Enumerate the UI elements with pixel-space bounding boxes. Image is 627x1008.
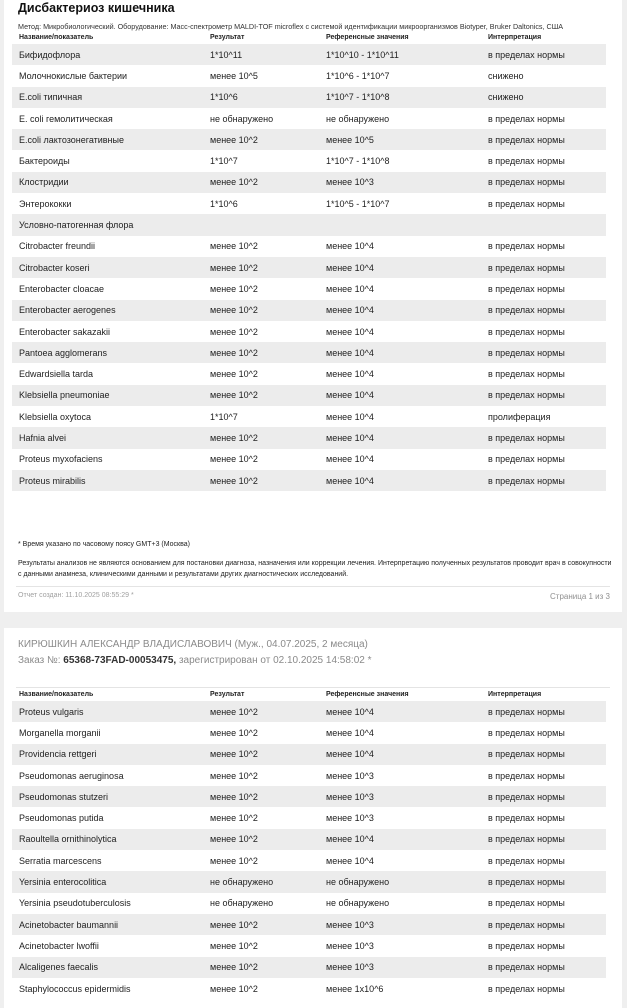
cell-result: менее 10^2 xyxy=(203,935,319,956)
table-row xyxy=(12,278,606,299)
cell-name: E.coli типичная xyxy=(12,87,203,108)
cell-reference: не обнаружено xyxy=(319,871,481,892)
cell-name: Условно-патогенная флора xyxy=(12,214,203,235)
cell-result: менее 10^2 xyxy=(203,257,319,278)
order-registered: зарегистрирован от 02.10.2025 14:58:02 * xyxy=(176,655,372,666)
cell-result: менее 10^2 xyxy=(203,342,319,363)
cell-name: Edwardsiella tarda xyxy=(12,363,203,384)
cell-interpretation: в пределах нормы xyxy=(481,385,606,406)
cell-result: менее 10^5 xyxy=(203,65,319,86)
cell-reference xyxy=(319,214,481,235)
column-header-interpretation: Интерпретация xyxy=(488,34,542,41)
cell-interpretation: в пределах нормы xyxy=(481,786,606,807)
cell-interpretation: в пределах нормы xyxy=(481,765,606,786)
cell-result: менее 10^2 xyxy=(203,449,319,470)
method-description: Метод: Микробиологический. Оборудование: Масс-спектрометр MALDI-TOF microflex с системой идентификации микроорганизмов Biotyper, Bruker Daltonics, США xyxy=(18,22,564,31)
cell-reference: менее 10^3 xyxy=(319,914,481,935)
cell-result: 1*10^7 xyxy=(203,150,319,171)
cell-name: Pseudomonas aeruginosa xyxy=(12,765,203,786)
column-header-result: Результат xyxy=(210,34,245,41)
cell-name: Hafnia alvei xyxy=(12,427,203,448)
cell-interpretation xyxy=(481,214,606,235)
table-row xyxy=(12,385,606,406)
cell-name: E. coli гемолитическая xyxy=(12,108,203,129)
cell-result: менее 10^2 xyxy=(203,470,319,491)
table-row xyxy=(12,893,606,914)
cell-reference: 1*10^10 - 1*10^11 xyxy=(319,44,481,65)
table-row xyxy=(12,150,606,171)
table-row xyxy=(12,850,606,871)
cell-name: Клостридии xyxy=(12,172,203,193)
column-header-interpretation: Интерпретация xyxy=(488,691,542,698)
table-row xyxy=(12,108,606,129)
table-body xyxy=(12,701,606,999)
cell-interpretation: в пределах нормы xyxy=(481,150,606,171)
cell-result: менее 10^2 xyxy=(203,278,319,299)
table-row xyxy=(12,722,606,743)
cell-reference: менее 1x10^6 xyxy=(319,978,481,999)
cell-result: 1*10^11 xyxy=(203,44,319,65)
cell-interpretation: пролиферация xyxy=(481,406,606,427)
order-info xyxy=(18,655,372,666)
table-row xyxy=(12,406,606,427)
table-row xyxy=(12,214,606,235)
cell-interpretation: в пределах нормы xyxy=(481,363,606,384)
patient-info: КИРЮШКИН АЛЕКСАНДР ВЛАДИСЛАВОВИЧ (Муж., 04.07.2025, 2 месяца) xyxy=(18,639,368,650)
results-table-page-2 xyxy=(12,688,606,999)
cell-name: Klebsiella oxytoca xyxy=(12,406,203,427)
cell-reference: менее 10^3 xyxy=(319,765,481,786)
cell-reference: менее 10^4 xyxy=(319,278,481,299)
column-header-reference: Референсные значения xyxy=(326,691,409,698)
column-header-reference: Референсные значения xyxy=(326,34,409,41)
results-table-page-1 xyxy=(12,31,606,491)
cell-result: менее 10^2 xyxy=(203,236,319,257)
order-label: Заказ №: xyxy=(18,655,64,666)
cell-interpretation: в пределах нормы xyxy=(481,193,606,214)
cell-reference: 1*10^5 - 1*10^7 xyxy=(319,193,481,214)
cell-result: менее 10^2 xyxy=(203,385,319,406)
cell-interpretation: снижено xyxy=(481,87,606,108)
cell-name: Staphylococcus epidermidis xyxy=(12,978,203,999)
cell-reference: менее 10^4 xyxy=(319,385,481,406)
cell-result: менее 10^2 xyxy=(203,722,319,743)
cell-reference: менее 10^4 xyxy=(319,850,481,871)
disclaimer-text: Результаты анализов не являются основанием для постановки диагноза, назначения или коррекции лечения. Интерпретацию полученных результатов проводит врач в совокупности с данными анамнеза, клиническими данными и результатами других диагностических исследований. xyxy=(18,560,612,578)
table-header-row xyxy=(12,688,606,701)
cell-interpretation: в пределах нормы xyxy=(481,427,606,448)
cell-reference: менее 10^5 xyxy=(319,129,481,150)
cell-name: Citrobacter freundii xyxy=(12,236,203,257)
order-number: 65368-73FAD-00053475, xyxy=(63,655,177,666)
table-row xyxy=(12,701,606,722)
cell-reference: менее 10^3 xyxy=(319,807,481,828)
cell-result: менее 10^2 xyxy=(203,363,319,384)
cell-name: Klebsiella pneumoniae xyxy=(12,385,203,406)
cell-interpretation: в пределах нормы xyxy=(481,342,606,363)
cell-interpretation: в пределах нормы xyxy=(481,321,606,342)
cell-interpretation: в пределах нормы xyxy=(481,108,606,129)
cell-reference: менее 10^4 xyxy=(319,701,481,722)
cell-interpretation: в пределах нормы xyxy=(481,44,606,65)
table-row xyxy=(12,363,606,384)
cell-name: Serratia marcescens xyxy=(12,850,203,871)
table-row xyxy=(12,914,606,935)
cell-name: Providencia rettgeri xyxy=(12,744,203,765)
cell-name: Acinetobacter baumannii xyxy=(12,914,203,935)
table-row xyxy=(12,300,606,321)
cell-reference: не обнаружено xyxy=(319,893,481,914)
cell-result: менее 10^2 xyxy=(203,957,319,978)
table-row xyxy=(12,321,606,342)
table-row xyxy=(12,257,606,278)
cell-name: Proteus myxofaciens xyxy=(12,449,203,470)
cell-reference: менее 10^4 xyxy=(319,449,481,470)
cell-interpretation: в пределах нормы xyxy=(481,850,606,871)
cell-name: Morganella morganii xyxy=(12,722,203,743)
table-row xyxy=(12,193,606,214)
table-row xyxy=(12,129,606,150)
cell-name: Yersinia enterocolitica xyxy=(12,871,203,892)
cell-name: Yersinia pseudotuberculosis xyxy=(12,893,203,914)
cell-result: менее 10^2 xyxy=(203,850,319,871)
table-row xyxy=(12,65,606,86)
cell-reference: 1*10^7 - 1*10^8 xyxy=(319,150,481,171)
report-created-timestamp: Отчет создан: 11.10.2025 08:55:29 * xyxy=(18,592,134,599)
cell-interpretation: в пределах нормы xyxy=(481,449,606,470)
table-row xyxy=(12,744,606,765)
cell-interpretation: в пределах нормы xyxy=(481,978,606,999)
cell-interpretation: в пределах нормы xyxy=(481,129,606,150)
cell-reference: менее 10^3 xyxy=(319,172,481,193)
cell-result: менее 10^2 xyxy=(203,807,319,828)
cell-name: Молочнокислые бактерии xyxy=(12,65,203,86)
cell-interpretation: в пределах нормы xyxy=(481,278,606,299)
table-row xyxy=(12,172,606,193)
table-row xyxy=(12,871,606,892)
cell-reference: менее 10^3 xyxy=(319,957,481,978)
cell-result xyxy=(203,214,319,235)
cell-reference: 1*10^6 - 1*10^7 xyxy=(319,65,481,86)
page-number: Страница 1 из 3 xyxy=(550,592,610,601)
cell-reference: менее 10^4 xyxy=(319,744,481,765)
cell-reference: менее 10^4 xyxy=(319,722,481,743)
column-header-name: Название/показатель xyxy=(19,691,94,698)
cell-result: менее 10^2 xyxy=(203,701,319,722)
cell-result: менее 10^2 xyxy=(203,765,319,786)
cell-interpretation: снижено xyxy=(481,65,606,86)
table-row xyxy=(12,829,606,850)
cell-reference: менее 10^4 xyxy=(319,257,481,278)
table-row xyxy=(12,427,606,448)
cell-result: менее 10^2 xyxy=(203,321,319,342)
table-body xyxy=(12,44,606,491)
cell-interpretation: в пределах нормы xyxy=(481,957,606,978)
cell-reference: менее 10^3 xyxy=(319,786,481,807)
cell-name: Энтерококки xyxy=(12,193,203,214)
cell-interpretation: в пределах нормы xyxy=(481,300,606,321)
timezone-footnote: * Время указано по часовому поясу GMT+3 (Москва) xyxy=(18,541,190,548)
cell-result: 1*10^6 xyxy=(203,193,319,214)
cell-reference: менее 10^3 xyxy=(319,935,481,956)
cell-interpretation: в пределах нормы xyxy=(481,893,606,914)
cell-result: менее 10^2 xyxy=(203,129,319,150)
cell-name: Raoultella ornithinolytica xyxy=(12,829,203,850)
cell-interpretation: в пределах нормы xyxy=(481,914,606,935)
cell-reference: менее 10^4 xyxy=(319,829,481,850)
table-row xyxy=(12,87,606,108)
cell-name: Proteus vulgaris xyxy=(12,701,203,722)
cell-result: менее 10^2 xyxy=(203,300,319,321)
table-row xyxy=(12,935,606,956)
cell-name: Alcaligenes faecalis xyxy=(12,957,203,978)
cell-result: менее 10^2 xyxy=(203,914,319,935)
table-row xyxy=(12,765,606,786)
cell-result: менее 10^2 xyxy=(203,786,319,807)
cell-result: менее 10^2 xyxy=(203,427,319,448)
cell-name: Enterobacter sakazakii xyxy=(12,321,203,342)
cell-reference: 1*10^7 - 1*10^8 xyxy=(319,87,481,108)
cell-reference: менее 10^4 xyxy=(319,470,481,491)
cell-name: Citrobacter koseri xyxy=(12,257,203,278)
cell-interpretation: в пределах нормы xyxy=(481,470,606,491)
cell-interpretation: в пределах нормы xyxy=(481,722,606,743)
cell-interpretation: в пределах нормы xyxy=(481,744,606,765)
cell-interpretation: в пределах нормы xyxy=(481,829,606,850)
cell-reference: менее 10^4 xyxy=(319,427,481,448)
cell-interpretation: в пределах нормы xyxy=(481,807,606,828)
cell-result: менее 10^2 xyxy=(203,744,319,765)
table-row xyxy=(12,449,606,470)
cell-result: не обнаружено xyxy=(203,893,319,914)
cell-reference: менее 10^4 xyxy=(319,342,481,363)
table-row xyxy=(12,470,606,491)
cell-reference: не обнаружено xyxy=(319,108,481,129)
footer-divider xyxy=(16,586,610,587)
cell-reference: менее 10^4 xyxy=(319,406,481,427)
cell-reference: менее 10^4 xyxy=(319,321,481,342)
cell-reference: менее 10^4 xyxy=(319,363,481,384)
cell-result: не обнаружено xyxy=(203,108,319,129)
cell-name: Pantoea agglomerans xyxy=(12,342,203,363)
cell-name: E.coli лактозонегативные xyxy=(12,129,203,150)
table-row xyxy=(12,957,606,978)
cell-interpretation: в пределах нормы xyxy=(481,701,606,722)
table-row xyxy=(12,978,606,999)
table-row xyxy=(12,342,606,363)
cell-name: Бактероиды xyxy=(12,150,203,171)
cell-result: менее 10^2 xyxy=(203,172,319,193)
cell-interpretation: в пределах нормы xyxy=(481,172,606,193)
cell-name: Pseudomonas stutzeri xyxy=(12,786,203,807)
table-row xyxy=(12,236,606,257)
table-row xyxy=(12,786,606,807)
cell-interpretation: в пределах нормы xyxy=(481,236,606,257)
cell-name: Enterobacter aerogenes xyxy=(12,300,203,321)
cell-reference: менее 10^4 xyxy=(319,236,481,257)
cell-interpretation: в пределах нормы xyxy=(481,935,606,956)
cell-result: 1*10^7 xyxy=(203,406,319,427)
cell-name: Enterobacter cloacae xyxy=(12,278,203,299)
table-header-row xyxy=(12,31,606,44)
table-row xyxy=(12,807,606,828)
cell-interpretation: в пределах нормы xyxy=(481,871,606,892)
cell-result: менее 10^2 xyxy=(203,829,319,850)
column-header-name: Название/показатель xyxy=(19,34,94,41)
cell-reference: менее 10^4 xyxy=(319,300,481,321)
cell-interpretation: в пределах нормы xyxy=(481,257,606,278)
cell-result: не обнаружено xyxy=(203,871,319,892)
cell-result: менее 10^2 xyxy=(203,978,319,999)
table-row xyxy=(12,44,606,65)
cell-result: 1*10^6 xyxy=(203,87,319,108)
cell-name: Бифидофлора xyxy=(12,44,203,65)
cell-name: Acinetobacter lwoffii xyxy=(12,935,203,956)
cell-name: Proteus mirabilis xyxy=(12,470,203,491)
section-title: Дисбактериоз кишечника xyxy=(18,1,175,15)
cell-name: Pseudomonas putida xyxy=(12,807,203,828)
column-header-result: Результат xyxy=(210,691,245,698)
